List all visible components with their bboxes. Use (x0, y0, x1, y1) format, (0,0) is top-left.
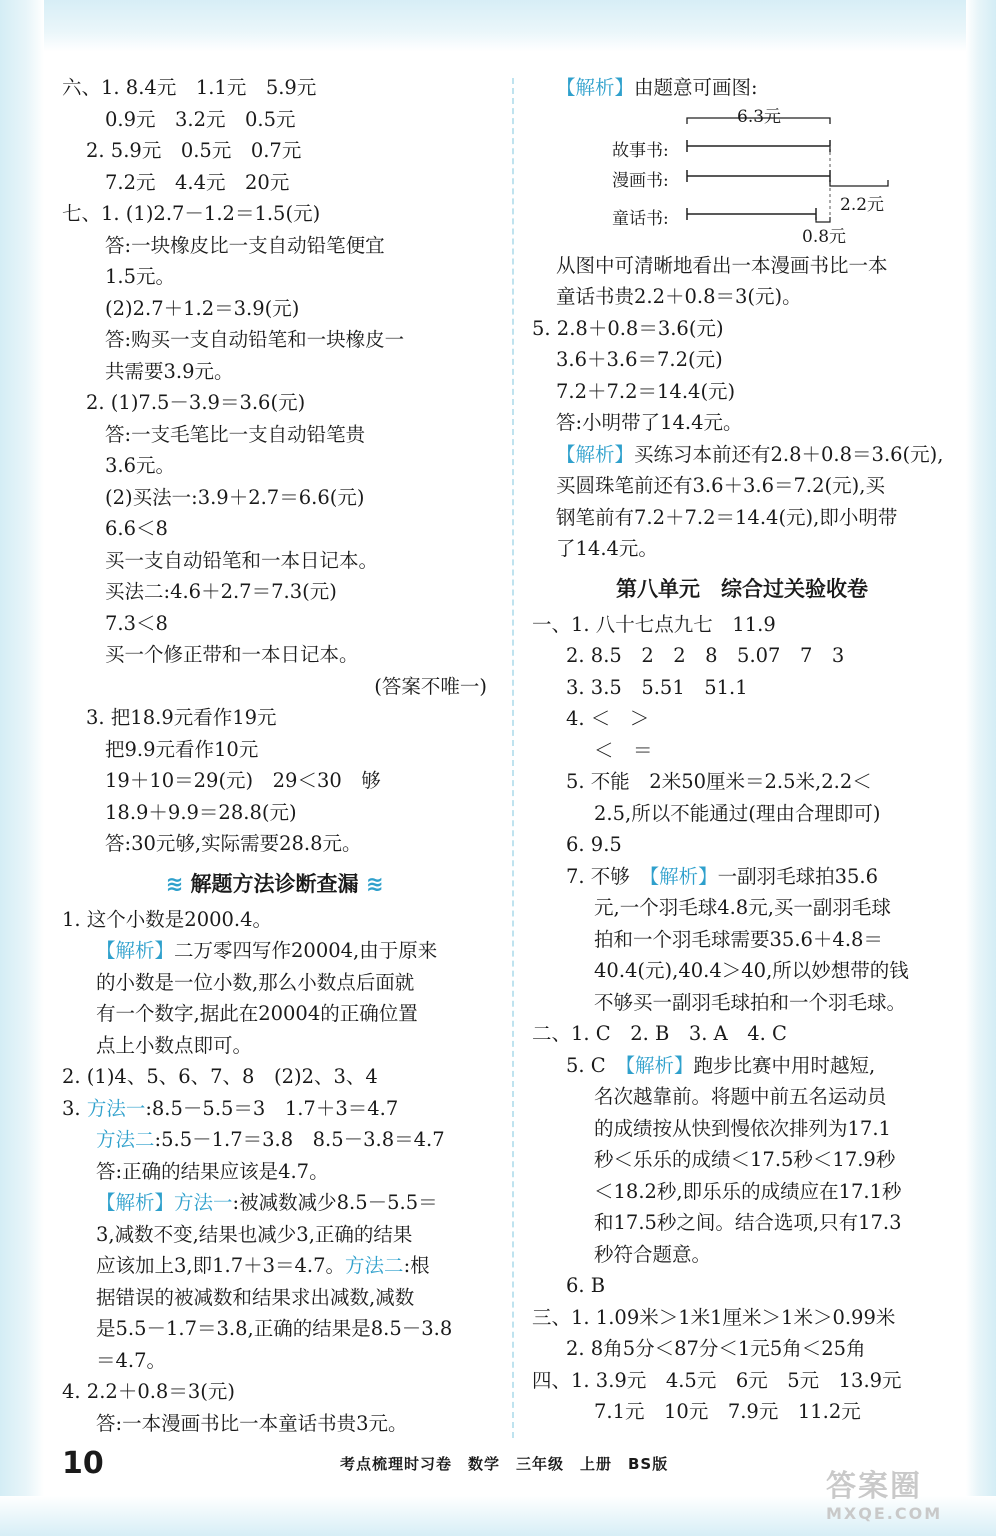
analysis-line: 秒＜乐乐的成绩＜17.5秒＜17.9秒 (594, 1148, 896, 1171)
analysis-line: 应该加上3,即1.7＋3＝4.7。方法二:根 (96, 1254, 430, 1277)
page-border-top (0, 0, 996, 52)
answer-line: 答:30元够,实际需要28.8元。 (105, 832, 362, 855)
answer-line: 买一支自动铅笔和一本日记本。 (105, 548, 379, 572)
answer-line: 2. 8角5分＜87分＜1元5角＜25角 (566, 1337, 866, 1360)
answer-line: 买一个修正带和一本日记本。 (105, 643, 359, 666)
answer-line: ＜ ＝ (594, 738, 653, 762)
answer-line: 6.6＜8 (105, 517, 168, 540)
answer-line: 2. (1)7.5－3.9＝3.6(元) (86, 391, 306, 414)
answer-line: 5. 2.8＋0.8＝3.6(元) (532, 316, 724, 340)
diagram-label-comic: 漫画书: (612, 170, 669, 191)
analysis-line: 【解析】方法一:被减数减少8.5－5.5＝ (96, 1191, 438, 1214)
analysis-line: 3,减数不变,结果也减少3,正确的结果 (96, 1222, 413, 1246)
answer-line: 三、1. 1.09米＞1米1厘米＞1米＞0.99米 (532, 1305, 896, 1329)
section-title-diagnosis (62, 864, 487, 904)
section-title-unit8: 第八单元 综合过关验收卷 (616, 576, 868, 601)
page-border-right (966, 0, 996, 1536)
answer-line: 2. 5.9元 0.5元 0.7元 (86, 139, 302, 162)
answer-line: 3. 把18.9元看作19元 (86, 706, 277, 729)
answer-line: 2.5,所以不能通过(理由合理即可) (594, 801, 881, 825)
answer-line: 5. 不能 2米50厘米＝2.5米,2.2＜ (566, 770, 872, 793)
answer-line: 买法二:4.6＋2.7＝7.3(元) (105, 580, 337, 603)
answer-line: 2. (1)4、5、6、7、8 (2)2、3、4 (62, 1065, 378, 1088)
answer-line: 7. 不够 【解析】一副羽毛球拍35.6 (566, 864, 878, 888)
analysis-line: 40.4(元),40.4＞40,所以妙想带的钱 (594, 959, 909, 982)
watermark-text: 答案圈 (826, 1469, 922, 1504)
answer-line: 答:一支毛笔比一支自动铅笔贵 (105, 422, 366, 446)
analysis-line: 【解析】二万零四写作20004,由于原来 (96, 939, 438, 962)
page-footer (62, 1444, 942, 1484)
answer-line: 答:正确的结果应该是4.7。 (96, 1159, 329, 1183)
answer-line: 3.6元。 (105, 454, 176, 477)
answer-line: 1. 这个小数是2000.4。 (62, 907, 273, 931)
diagram-label-fairy: 童话书: (612, 208, 669, 229)
right-column (532, 72, 952, 1428)
analysis-line: ＝4.7。 (96, 1348, 167, 1372)
answer-line: 答:购买一支自动铅笔和一块橡皮一 (105, 328, 405, 351)
column-divider (512, 78, 514, 1438)
analysis-line: 点上小数点即可。 (96, 1033, 253, 1057)
answer-line: 方法二:5.5－1.7＝3.8 8.5－3.8＝4.7 (96, 1128, 445, 1151)
analysis-line: 买圆珠笔前还有3.6＋3.6＝7.2(元),买 (556, 474, 885, 497)
answer-line: 七、1. (1)2.7－1.2＝1.5(元) (62, 202, 321, 225)
answer-line: 7.3＜8 (105, 611, 168, 635)
answer-line: 4. 2.2＋0.8＝3(元) (62, 1380, 235, 1403)
watermark-logo (826, 1470, 976, 1530)
answer-line: 7.1元 10元 7.9元 11.2元 (594, 1400, 861, 1423)
analysis-line: 是5.5－1.7＝3.8,正确的结果是8.5－3.8 (96, 1317, 453, 1340)
answer-line: 4. ＜ ＞ (566, 707, 650, 730)
analysis-line: ＜18.2秒,即乐乐的成绩应在17.1秒 (594, 1179, 902, 1203)
analysis-line: 的成绩按从快到慢依次排列为17.1 (594, 1116, 891, 1140)
answer-line: 7.2元 4.4元 20元 (105, 170, 290, 194)
left-column (62, 72, 487, 1439)
answer-line: 3. 方法一:8.5－5.5＝3 1.7＋3＝4.7 (62, 1096, 399, 1120)
answer-line: 3.6＋3.6＝7.2(元) (556, 348, 723, 371)
answer-line: 把9.9元看作10元 (105, 737, 259, 761)
answer-line: 0.9元 3.2元 0.5元 (105, 107, 296, 131)
answer-line: 共需要3.9元。 (105, 359, 234, 383)
analysis-line: 不够买一副羽毛球拍和一个羽毛球。 (594, 990, 907, 1014)
answer-line: 6. B (566, 1274, 606, 1297)
answer-line: 答:一块橡皮比一支自动铅笔便宜 (105, 233, 385, 257)
analysis-line: 秒符合题意。 (594, 1242, 712, 1266)
answer-line: 四、1. 3.9元 4.5元 6元 5元 13.9元 (532, 1368, 902, 1392)
answer-line: 19＋10＝29(元) 29＜30 够 (105, 769, 381, 792)
answer-line: 1.5元。 (105, 265, 176, 288)
book-info: 考点梳理时习卷 数学 三年级 上册 BS版 (340, 1455, 669, 1473)
diagram-value-story: 6.3元 (737, 106, 782, 127)
answer-line: 答:小明带了14.4元。 (556, 411, 743, 434)
line-segment-diagram (532, 104, 952, 229)
analysis-line: 元,一个羽毛球4.8元,买一副羽毛球 (594, 896, 891, 919)
answer-line: 3. 3.5 5.51 51.1 (566, 675, 748, 699)
answer-line: 答:一本漫画书比一本童话书贵3元。 (96, 1411, 408, 1435)
answer-line: 7.2＋7.2＝14.4(元) (556, 379, 736, 403)
diagram-label-story: 故事书: (612, 140, 669, 161)
analysis-line: 和17.5秒之间。结合选项,只有17.3 (594, 1211, 902, 1234)
analysis-line: 钢笔前有7.2＋7.2＝14.4(元),即小明带 (556, 505, 898, 529)
analysis-line: 的小数是一位小数,那么小数点后面就 (96, 970, 415, 994)
answer-line: 18.9＋9.9＝28.8(元) (105, 800, 297, 824)
analysis-line: 拍和一个羽毛球需要35.6＋4.8＝ (594, 927, 883, 951)
analysis-line: 据错误的被减数和结果求出减数,减数 (96, 1285, 415, 1309)
answer-line: 一、1. 八十七点九七 11.9 (532, 612, 776, 636)
analysis-line: 名次越靠前。将题中前五名运动员 (594, 1085, 887, 1108)
analysis-line: 有一个数字,据此在20004的正确位置 (96, 1002, 418, 1025)
answer-line: 5. C 【解析】跑步比赛中用时越短, (566, 1053, 876, 1077)
answer-line: 六、1. 8.4元 1.1元 5.9元 (62, 76, 317, 99)
answer-line: (2)2.7＋1.2＝3.9(元) (105, 296, 300, 320)
analysis-line: 童话书贵2.2＋0.8＝3(元)。 (556, 285, 802, 308)
analysis-line: 【解析】买练习本前还有2.8＋0.8＝3.6(元), (556, 442, 944, 466)
analysis-line: 从图中可清晰地看出一本漫画书比一本 (556, 253, 888, 277)
answer-line: (2)买法一:3.9＋2.7＝6.6(元) (105, 485, 365, 509)
page-number: 10 (62, 1446, 104, 1481)
note-line: (答案不唯一) (374, 674, 487, 698)
section-title-text: 解题方法诊断查漏 (190, 871, 359, 896)
answer-line: 二、1. C 2. B 3. A 4. C (532, 1022, 787, 1045)
watermark-url: MXQE.COM (826, 1504, 943, 1523)
wave-icon: ≋ (365, 871, 384, 896)
wave-icon: ≋ (165, 871, 184, 896)
answer-line: 6. 9.5 (566, 833, 622, 856)
diagram-value-diff2: 0.8元 (802, 226, 847, 247)
answer-line: 2. 8.5 2 2 8 5.07 7 3 (566, 644, 845, 667)
analysis-line: 【解析】由题意可画图: (556, 76, 758, 99)
page-border-left (0, 0, 44, 1536)
analysis-line: 了14.4元。 (556, 537, 658, 560)
diagram-value-diff1: 2.2元 (840, 194, 885, 215)
